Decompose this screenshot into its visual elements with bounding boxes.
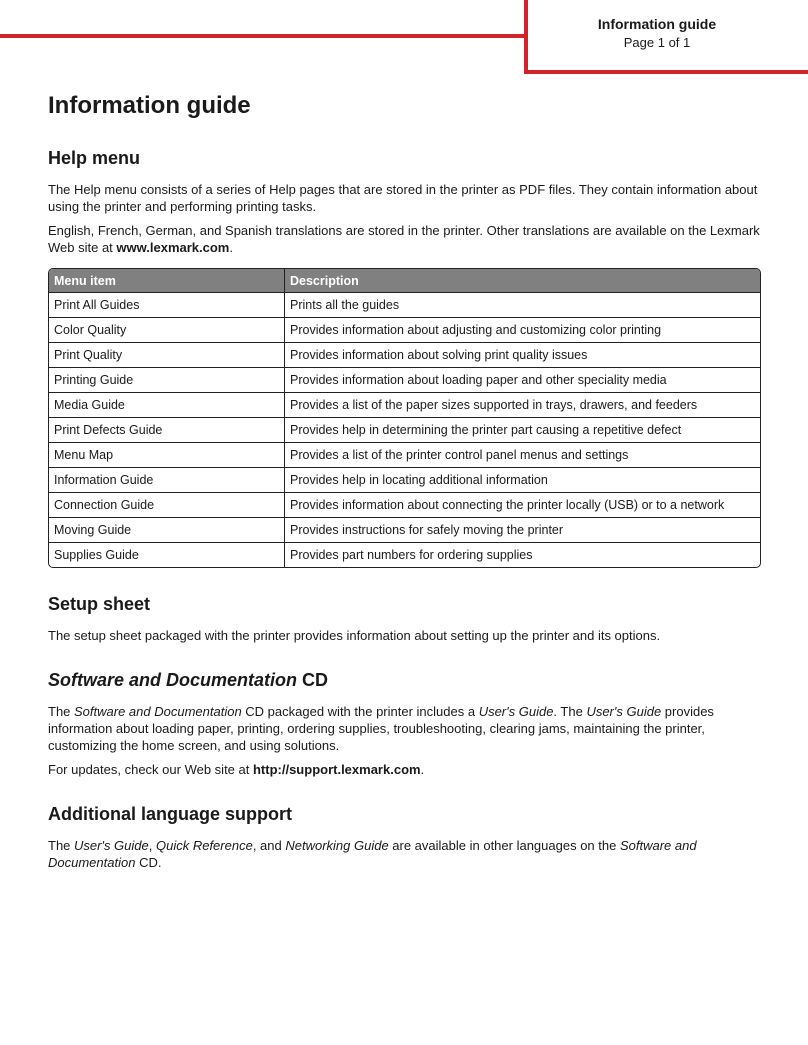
table-row	[49, 468, 760, 493]
menu-item-cell: Connection Guide	[49, 493, 285, 518]
help-menu-text-end: .	[229, 240, 233, 255]
language-section	[48, 804, 761, 871]
menu-item-cell: Printing Guide	[49, 368, 285, 393]
menu-item-cell: Menu Map	[49, 443, 285, 468]
software-heading	[48, 670, 761, 691]
description-cell: Provides instructions for safely moving the printer	[285, 518, 760, 543]
menu-item-cell: Moving Guide	[49, 518, 285, 543]
description-cell: Provides information about adjusting and customizing color printing	[285, 318, 760, 343]
text-span: . The	[553, 704, 587, 719]
language-heading: Additional language support	[48, 804, 292, 824]
table-row	[49, 293, 760, 318]
text-span: ,	[148, 838, 156, 853]
text-italic: Software and Documentation	[74, 704, 242, 719]
table-row	[49, 318, 760, 343]
text-italic: User's Guide	[586, 704, 662, 719]
software-heading-italic: Software and Documentation	[48, 670, 298, 690]
help-menu-section	[48, 148, 761, 568]
description-cell: Provides part numbers for ordering supplies	[290, 548, 533, 562]
document-body	[48, 92, 761, 897]
help-menu-paragraph-1: The Help menu consists of a series of Help pages that are stored in the printer as PDF files. They contain information about using the printer and performing printing tasks.	[48, 182, 758, 214]
description-cell: Provides help in locating additional information	[285, 468, 760, 493]
header-page-number: Page 1 of 1	[623, 35, 691, 50]
text-span: CD.	[135, 855, 162, 870]
software-paragraph-2	[48, 761, 761, 778]
setup-sheet-section	[48, 594, 761, 644]
menu-item-cell: Print Quality	[49, 343, 285, 368]
page-title: Information guide	[48, 92, 251, 119]
description-cell: Provides help in determining the printer part causing a repetitive defect	[285, 418, 760, 443]
text-span: The	[48, 704, 75, 719]
description-cell: Provides information about loading paper and other speciality media	[285, 368, 760, 393]
text-span: .	[420, 762, 425, 777]
column-header-description: Description	[285, 269, 760, 293]
description-cell: Provides a list of the paper sizes supported in trays, drawers, and feeders	[285, 393, 760, 418]
text-span: are available in other languages on the	[388, 838, 620, 853]
software-paragraph-1	[48, 703, 761, 754]
setup-sheet-paragraph: The setup sheet packaged with the printer provides information about setting up the printer and its options.	[48, 628, 661, 643]
description-cell: Provides information about solving print quality issues	[285, 343, 760, 368]
table-row	[49, 368, 760, 393]
description-cell: Prints all the guides	[285, 293, 760, 318]
menu-item-cell: Color Quality	[49, 318, 285, 343]
text-span: CD packaged with the printer includes a	[241, 704, 479, 719]
menu-item-cell: Media Guide	[49, 393, 285, 418]
menu-item-cell: Supplies Guide	[49, 543, 285, 567]
software-heading-rest: CD	[297, 670, 329, 690]
description-cell: Provides a list of the printer control panel menus and settings	[285, 443, 760, 468]
menu-item-cell: Information Guide	[49, 468, 285, 493]
table-row	[49, 518, 760, 543]
text-span: The	[48, 838, 75, 853]
table-row	[49, 343, 760, 368]
text-italic: User's Guide	[74, 838, 149, 853]
lexmark-link[interactable]: www.lexmark.com	[116, 240, 230, 255]
help-menu-paragraph-2	[48, 222, 761, 256]
table-row	[49, 493, 760, 518]
text-italic: Quick Reference	[155, 838, 253, 853]
text-span: provides information about loading paper, printing, ordering supplies, troubleshooting, clearing jams, maintaining the printer, customizing the home screen, and using solutions.	[48, 704, 714, 753]
header-rule-bottom	[524, 70, 808, 74]
column-header-menu-item: Menu item	[49, 269, 285, 293]
text-italic: Software and Documentation	[48, 838, 697, 870]
header-title: Information guide	[597, 16, 717, 32]
help-menu-heading: Help menu	[48, 148, 141, 168]
menu-item-cell: Print Defects Guide	[49, 418, 285, 443]
help-menu-text: English, French, German, and Spanish translations are stored in the printer. Other translations are available on the Lexmark Web site at	[48, 223, 760, 255]
support-link[interactable]: http://support.lexmark.com	[252, 762, 421, 777]
table-row	[49, 418, 760, 443]
menu-item-cell: Print All Guides	[49, 293, 285, 318]
header-rule	[0, 34, 528, 38]
table-row	[49, 443, 760, 468]
text-span: , and	[252, 838, 286, 853]
setup-sheet-heading: Setup sheet	[48, 594, 151, 614]
text-span: For updates, check our Web site at	[48, 762, 253, 777]
text-italic: User's Guide	[478, 704, 554, 719]
text-italic: Networking Guide	[285, 838, 389, 853]
table-header-row	[49, 269, 760, 293]
help-menu-table	[48, 268, 761, 568]
table-row	[49, 543, 760, 567]
language-paragraph	[48, 837, 761, 871]
table-row	[49, 393, 760, 418]
software-section	[48, 670, 761, 778]
description-cell: Provides information about connecting the printer locally (USB) or to a network	[285, 493, 760, 518]
